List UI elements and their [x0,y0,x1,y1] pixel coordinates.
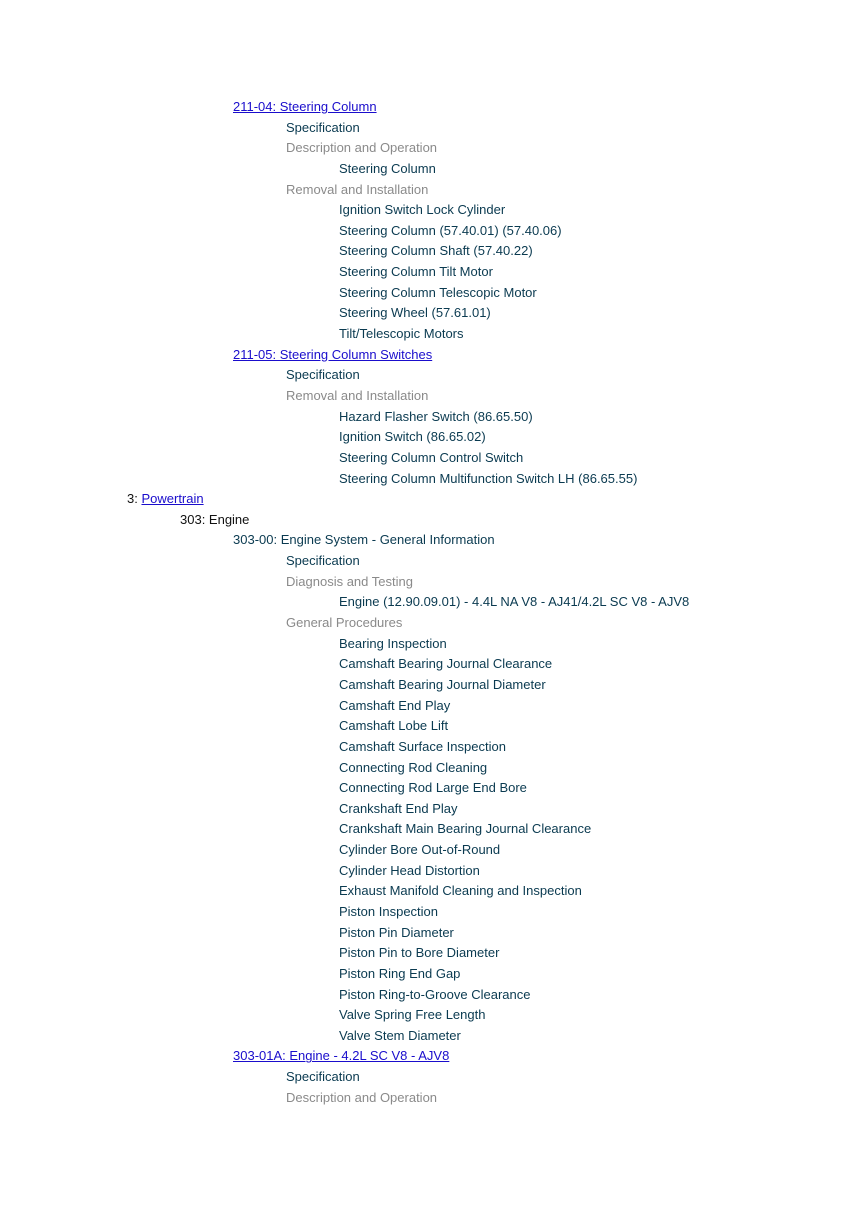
toc-row [0,654,862,675]
toc-entry[interactable]: Specification [286,367,360,383]
toc-row [0,1026,862,1047]
toc-row [0,303,862,324]
toc-row [0,159,862,180]
toc-row [0,448,862,469]
toc-entry[interactable]: Camshaft Bearing Journal Diameter [339,676,546,692]
toc-row [0,386,862,407]
toc-entry[interactable]: Steering Column [339,160,436,176]
toc-row [0,902,862,923]
toc-row [0,819,862,840]
toc-row [0,365,862,386]
toc-entry[interactable]: Piston Ring End Gap [339,965,461,981]
toc-row [0,283,862,304]
toc-heading: 303: Engine [180,511,250,527]
toc-row [0,964,862,985]
toc-entry[interactable]: Steering Column Telescopic Motor [339,284,537,300]
toc-row [0,510,862,531]
toc-entry[interactable]: Piston Ring-to-Groove Clearance [339,986,531,1002]
toc-entry[interactable]: Exhaust Manifold Cleaning and Inspection [339,883,582,899]
toc-row [0,696,862,717]
toc-row [0,881,862,902]
toc-entry[interactable]: Piston Pin Diameter [339,924,454,940]
toc-entry[interactable]: Specification [286,119,360,135]
toc-row [0,1046,862,1067]
toc-entry[interactable]: Steering Column Shaft (57.40.22) [339,243,533,259]
toc-row [0,1088,862,1109]
toc-section-link[interactable]: Powertrain [141,491,204,507]
toc-entry[interactable]: 303-00: Engine System - General Information [233,532,495,548]
toc-row [0,572,862,593]
toc-group-label: Removal and Installation [286,387,429,403]
toc-row [0,840,862,861]
toc-entry[interactable]: Camshaft End Play [339,697,451,713]
toc-entry[interactable]: Crankshaft End Play [339,800,458,816]
toc-entry[interactable]: Steering Wheel (57.61.01) [339,305,491,321]
toc-entry[interactable]: Engine (12.90.09.01) - 4.4L NA V8 - AJ41/4.2L SC V8 - AJV8 [339,594,690,610]
toc-entry[interactable]: Ignition Switch (86.65.02) [339,429,486,445]
toc-entry[interactable]: Valve Stem Diameter [339,1027,461,1043]
toc-row [0,985,862,1006]
toc-entry[interactable]: Valve Spring Free Length [339,1007,486,1023]
toc-entry[interactable]: Specification [286,553,360,569]
toc-row [0,778,862,799]
toc-entry[interactable]: Cylinder Head Distortion [339,862,480,878]
toc-row [0,469,862,490]
toc-group-label: Diagnosis and Testing [286,573,413,589]
table-of-contents [0,97,862,1108]
toc-row [0,200,862,221]
toc-section-number: 3: [127,491,142,507]
toc-entry[interactable]: Steering Column Multifunction Switch LH (86.65.55) [339,470,638,486]
toc-row [0,262,862,283]
toc-entry[interactable]: Camshaft Surface Inspection [339,738,506,754]
toc-entry[interactable]: Crankshaft Main Bearing Journal Clearance [339,821,592,837]
toc-row [0,489,862,510]
toc-row [0,737,862,758]
toc-row [0,241,862,262]
toc-group-label: General Procedures [286,615,403,631]
toc-entry[interactable]: Connecting Rod Cleaning [339,759,488,775]
toc-row [0,799,862,820]
toc-group-label: Description and Operation [286,140,438,156]
toc-row [0,407,862,428]
toc-entry[interactable]: Piston Pin to Bore Diameter [339,945,500,961]
toc-row [0,675,862,696]
toc-row [0,324,862,345]
toc-chapter-link[interactable]: 211-05: Steering Column Switches [233,346,433,362]
toc-row [0,345,862,366]
toc-group-label: Description and Operation [286,1089,438,1105]
toc-entry[interactable]: Camshaft Bearing Journal Clearance [339,656,553,672]
toc-entry[interactable]: Camshaft Lobe Lift [339,718,449,734]
toc-entry[interactable]: Bearing Inspection [339,635,447,651]
toc-row [0,97,862,118]
toc-row [0,180,862,201]
toc-row [0,923,862,944]
toc-entry[interactable]: Steering Column Tilt Motor [339,264,493,280]
toc-row [0,1005,862,1026]
toc-chapter-link[interactable]: 211-04: Steering Column [233,99,377,114]
toc-entry[interactable]: Hazard Flasher Switch (86.65.50) [339,408,533,424]
toc-entry[interactable]: Ignition Switch Lock Cylinder [339,202,506,218]
toc-entry[interactable]: Piston Inspection [339,903,439,919]
toc-row [0,758,862,779]
toc-entry[interactable]: Cylinder Bore Out-of-Round [339,842,501,858]
toc-row [0,530,862,551]
toc-row [0,427,862,448]
toc-row [0,861,862,882]
toc-entry[interactable]: Specification [286,1069,360,1085]
toc-row [0,634,862,655]
toc-row [0,716,862,737]
toc-group-label: Removal and Installation [286,181,429,197]
toc-row [0,221,862,242]
toc-row [0,138,862,159]
toc-entry[interactable]: Tilt/Telescopic Motors [339,326,464,342]
toc-row [0,943,862,964]
toc-row [0,551,862,572]
toc-entry[interactable]: Steering Column (57.40.01) (57.40.06) [339,222,562,238]
toc-row [0,613,862,634]
toc-chapter-link[interactable]: 303-01A: Engine - 4.2L SC V8 - AJV8 [233,1048,450,1064]
toc-entry[interactable]: Connecting Rod Large End Bore [339,780,527,796]
toc-entry[interactable]: Steering Column Control Switch [339,449,524,465]
toc-row [0,592,862,613]
toc-row [0,118,862,139]
toc-row [0,1067,862,1088]
